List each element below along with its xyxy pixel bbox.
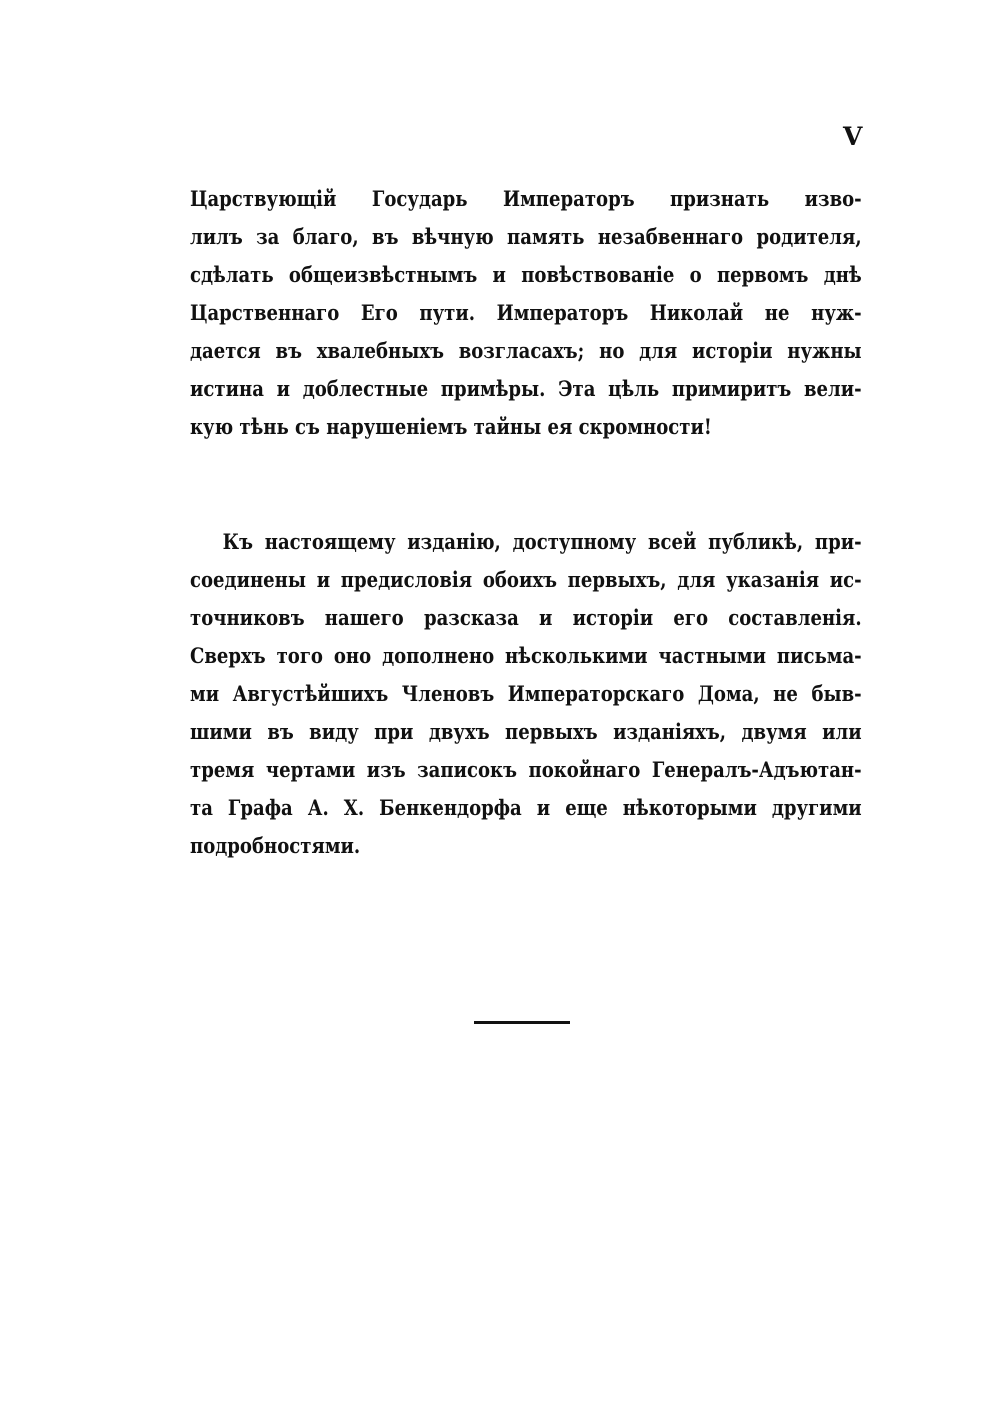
text-line: Царственнаго Его пути. Императоръ Николай не нуж- bbox=[190, 300, 862, 325]
paragraph-2 bbox=[190, 523, 862, 865]
text-line: лилъ за благо, въ вѣчную память незабвеннаго родителя, bbox=[190, 224, 862, 249]
text-line: Царствующій Государь Императоръ признать изво- bbox=[190, 186, 862, 211]
text-line: подробностями. bbox=[190, 833, 361, 858]
text-line: Къ настоящему изданію, доступному всей публикѣ, при- bbox=[222, 529, 862, 554]
text-line: сдѣлать общеизвѣстнымъ и повѣствованіе о первомъ днѣ bbox=[190, 262, 862, 287]
text-line: тремя чертами изъ записокъ покойнаго Генералъ-Адъютан- bbox=[190, 757, 862, 782]
text-line: шими въ виду при двухъ первыхъ изданіяхъ, двумя или bbox=[190, 719, 862, 744]
text-line: Сверхъ того оно дополнено нѣсколькими частными письма- bbox=[190, 643, 862, 668]
text-line: ми Августѣйшихъ Членовъ Императорскаго Дома, не быв- bbox=[190, 681, 862, 706]
section-divider bbox=[474, 1021, 570, 1024]
page-number: V bbox=[843, 122, 863, 151]
text-line: та Графа А. Х. Бенкендорфа и еще нѣкоторыми другими bbox=[190, 795, 862, 820]
text-line: точниковъ нашего разсказа и исторіи его составленія. bbox=[190, 605, 862, 630]
text-line: истина и доблестные примѣры. Эта цѣль примиритъ вели- bbox=[190, 376, 862, 401]
text-line: соединены и предисловія обоихъ первыхъ, для указанія ис- bbox=[190, 567, 862, 592]
paragraph-1 bbox=[190, 180, 862, 446]
text-line: дается въ хвалебныхъ возгласахъ; но для исторіи нужны bbox=[190, 338, 862, 363]
text-line: кую тѣнь съ нарушеніемъ тайны ея скромности! bbox=[190, 414, 712, 439]
